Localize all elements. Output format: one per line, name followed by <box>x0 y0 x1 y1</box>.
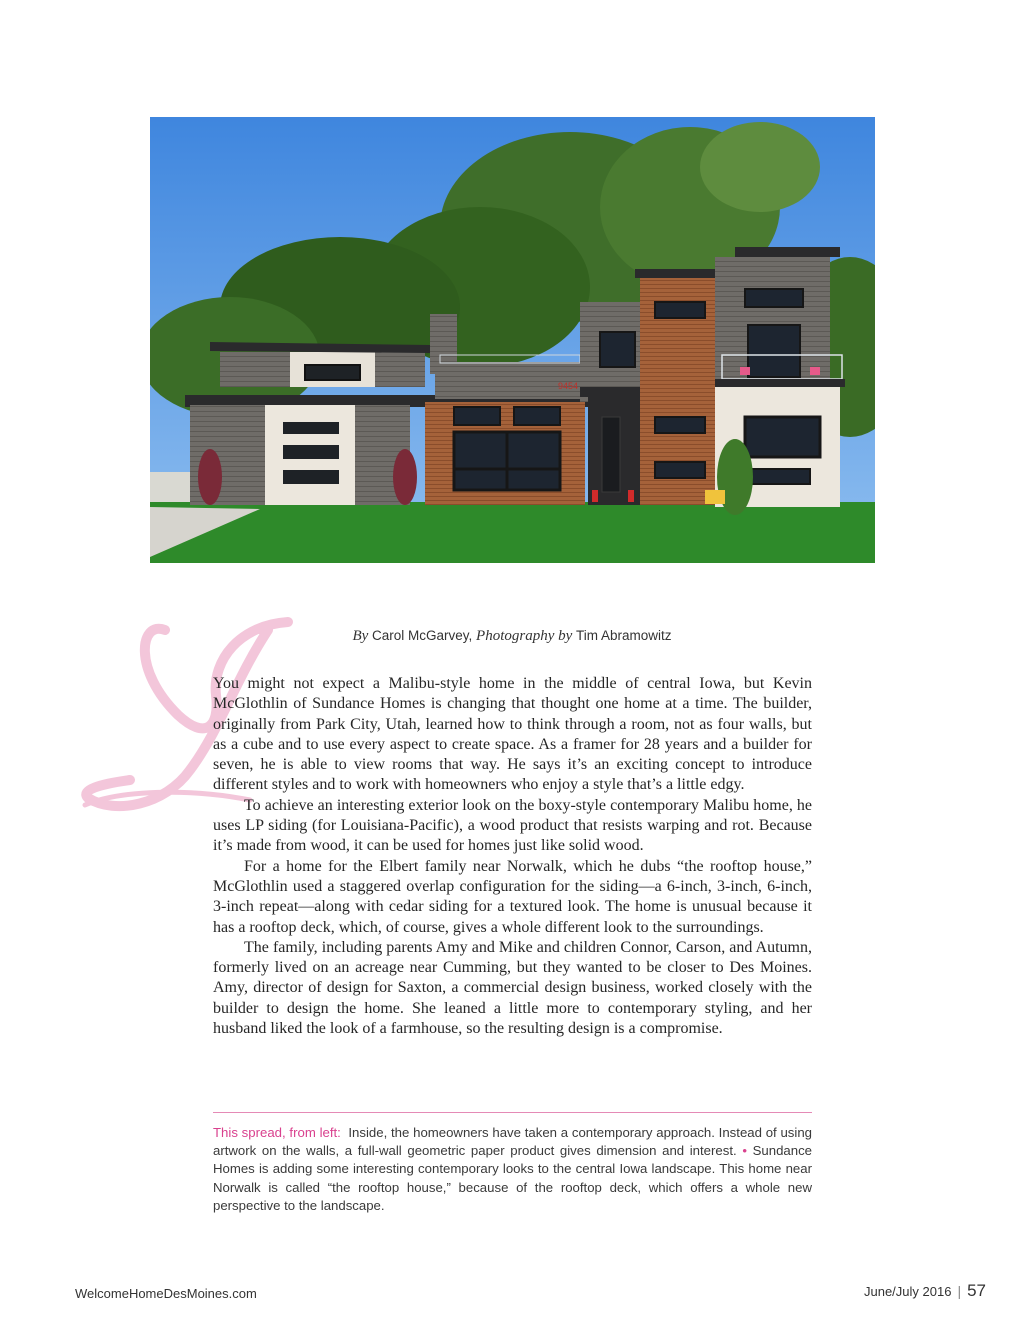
caption-text-2: Sundance Homes is adding some interesting contemporary looks to the central Iowa landscape. This home near Norwalk is called “the rooftop house,” because of the rooftop deck, which offers a whole new perspective to the landscape. <box>213 1143 813 1213</box>
article-paragraph: For a home for the Elbert family near Norwalk, which he dubs “the rooftop house,” McGlothlin used a staggered overlap configuration for the siding—a 6-inch, 3-inch, 6-inch, 3-inch repeat—along with cedar siding for a textured look. The home is unusual because it has a rooftop deck, which, of course, gives a whole different look to the surroundings. <box>213 857 812 936</box>
entry-tower <box>580 302 645 505</box>
article-paragraph: The family, including parents Amy and Mike and children Connor, Carson, and Autumn, formerly lived on an acreage near Cumming, but they wanted to be closer to Des Moines. Amy, director of design for Saxton, a commercial design business, worked closely with the builder to design the home. She leaned a little more to contemporary styling, and her husband liked the look of a farmhouse, so the resulting design is a compromise. <box>213 938 812 1038</box>
footer-issue: June/July 2016 <box>863 1284 952 1299</box>
footer-separator: | <box>957 1283 962 1299</box>
byline-author: Carol McGarvey, <box>372 628 473 643</box>
photo-caption <box>213 1124 812 1215</box>
article-paragraph: To achieve an interesting exterior look on the boxy-style contemporary Malibu home, he uses LP siding (for Louisiana-Pacific), a wood product that resists warping and rot. Because it’s made from wood, it can be used for homes just like solid wood. <box>213 796 812 855</box>
caption-text-1: Inside, the homeowners have taken a contemporary approach. Instead of using artwork on the walls, a full-wall geometric paper product gives dimension and interest. <box>213 1125 813 1159</box>
caption-bullet: • <box>742 1143 747 1159</box>
page-number: 57 <box>967 1281 986 1300</box>
article-paragraph: You might not expect a Malibu-style home in the middle of central Iowa, but Kevin McGlothlin of Sundance Homes is changing that thought one home at a time. The builder, originally from Park City, Utah, learned how to think through a room, not as four walls, but as a cube and to use every aspect to create space. As a framer for 28 years and a builder for seven, he is able to view rooms that way. He says it’s an exciting concept to introduce different styles and to work with homeowners who enjoy a style that’s a little edgy. <box>213 675 812 794</box>
house-photo <box>150 117 875 563</box>
cedar-tower <box>635 269 720 505</box>
byline <box>0 628 1024 645</box>
byline-by: By <box>352 628 369 644</box>
house-illustration <box>150 117 875 563</box>
footer-website: WelcomeHomeDesMoines.com <box>75 1286 257 1301</box>
lawn <box>150 502 875 563</box>
byline-photo-label: Photography by <box>476 628 573 644</box>
article-body <box>213 674 812 1039</box>
caption-lead: This spread, from left: <box>213 1125 341 1140</box>
byline-photographer: Tim Abramowitz <box>576 628 672 643</box>
caption-rule <box>213 1112 812 1113</box>
footer-folio <box>864 1281 986 1301</box>
right-upper <box>715 247 845 397</box>
house-number: 9454 <box>558 381 579 391</box>
